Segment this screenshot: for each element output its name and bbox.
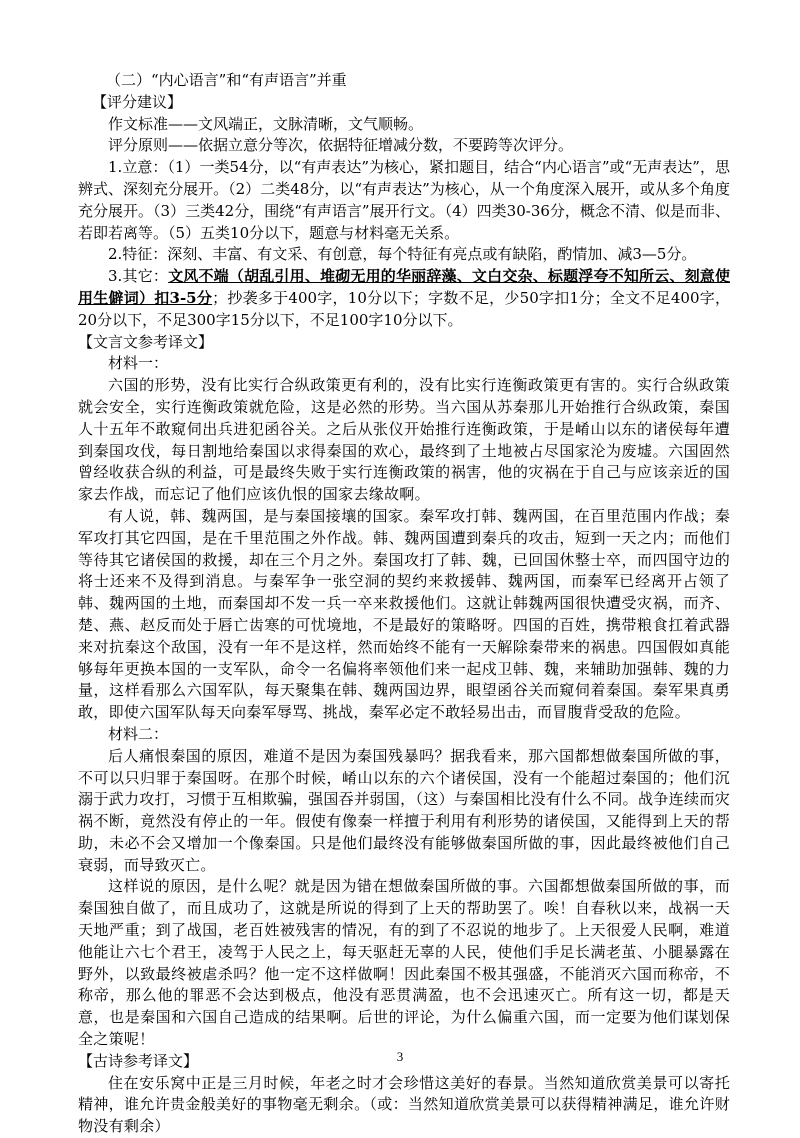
- poem-title: 【古诗参考译文】: [78, 1051, 199, 1070]
- material-1-paragraph-2: 有人说，韩、魏两国，是与秦国接壤的国家。秦军攻打韩、魏两国，在百里范围内作战；秦军攻打其它四国，是在千里范围之外作战。韩、魏两国遭到秦兵的攻击，短到一天之内；而他们等待其它诸侯国的救援，却在三个月之外。秦国攻打了韩、魏，已回国休整士卒，而四国守边的将士还来不及得到消息。与秦军争一张空洞的契约来救援韩、魏两国，而秦军已经离开占领了韩、魏两国的土地，而秦国却不发一兵一卒来救援他们。这就让韩魏两国很快遭受灾祸，而齐、楚、燕、赵反而处于唇亡齿寒的可忧境地，不是最好的策略呀。四国的百姓，携带粮食扛着武器来对抗秦这个敌国，没有一年不是这样，然而始终不能有一天解除秦带来的祸患。四国假如真能够每年更换本国的一支军队，命令一名偏将率领他们来一起戍卫韩、魏，来辅助加强韩、魏的力量，这样看那么六国军队，每天聚集在韩、魏两国边界，眼望函谷关而窥伺着秦国。秦军果真勇敢，即使六国军队每天向秦军辱骂、挑战，秦军必定不敢轻易出击，而冒腹背受敌的危险。: [78, 506, 730, 722]
- scoring-item-3: [78, 266, 730, 331]
- scoring-item-2: 2.特征：深刻、丰富、有文采、有创意，每个特征有亮点或有缺陷，酌情加、减3—5分。: [108, 245, 697, 264]
- scoring-item-3-rest: ；抄袭多于400字，10分以下；字数不足，少50字扣1分；全文不足400字，20分以下，不足300字15分以下，不足100字10分以下。: [78, 288, 730, 329]
- material-2-paragraph-1: 后人痛恨秦国的原因，难道不是因为秦国残暴吗？据我看来，那六国都想做秦国所做的事，不可以只归罪于秦国呀。在那个时候，崤山以东的六个诸侯国，没有一个能超过秦国的；他们沉溺于武力攻打，习惯于互相欺骗，强国吞并弱国，（这）与秦国相比没有什么不同。战争连续而灾祸不断，竟然没有停止的一年。假使有像秦一样擅于利用有利形势的诸侯国，又能得到上天的帮助，未必不会又增加一个像秦国。只是他们最终没有能够做秦国所做的事，因此最终被他们自己衰弱，而导致灭亡。: [78, 746, 730, 874]
- scoring-item-3-emphasis: 文风不端（胡乱引用、堆砌无用的华丽辞藻、文白交杂、标题浮夸不知所云、刻意使用生僻词）扣3-5分: [78, 267, 731, 307]
- material-1-paragraph-1: 六国的形势，没有比实行合纵政策更有利的，没有比实行连衡政策更有害的。实行合纵政策就会安全，实行连衡政策就危险，这是必然的形势。当六国从苏秦那儿开始推行合纵政策，秦国人十五年不敢窥伺出兵进犯函谷关。之后从张仪开始推行连衡政策，于是崤山以东的诸侯每年遭到秦国攻伐，每日割地给秦国以求得秦国的欢心，最终到了土地被占尽国家沦为废墟。六国固然曾经收获合纵的利益，可是最终失败于实行连衡政策的祸害，他的灾祸在于自己与应该亲近的国家去作战，而忘记了他们应该仇恨的国家去缘故啊。: [78, 376, 730, 504]
- scoring-item-3-prefix: 3.其它：: [108, 267, 169, 286]
- scoring-standard: 作文标准——文风端正，文脉清晰，文气顺畅。: [108, 114, 424, 133]
- classical-title: 【文言文参考译文】: [78, 332, 214, 351]
- page-number: 3: [396, 1049, 404, 1064]
- poem-paragraph: 住在安乐窝中正是三月时候，年老之时才会珍惜这美好的春景。当然知道欣赏美景可以寄托精神，谁允许贵金般美好的事物毫无剩余。（或：当然知道欣赏美景可以获得精神满足，谁允许财物没有剩余）: [78, 1073, 730, 1136]
- material-2-paragraph-2: 这样说的原因，是什么呢？就是因为错在想做秦国所做的事。六国都想做秦国所做的事，而秦国独自做了，而且成功了，这就是所说的得到了上天的帮助罢了。唉！自春秋以来，战祸一天天地严重；到了战国，老百姓被残害的情况，有的到了不忍说的地步了。上天很爱人民啊，难道他能让六七个君王，凌驾于人民之上，每天驱赶无辜的人民，使他们手足长满老茧、小腿暴露在野外，以致最终被虐杀吗？他一定不这样做啊！因此秦国不极其强盛，不能消灭六国而称帝，不称帝，那么他的罪恶不会达到极点，他没有恶贯满盈，也不会迅速灭亡。所有这一切，都是天意，也是秦国和六国自己造成的结果啊。后世的评论，为什么偏重六国，而一定要为他们谋划保全之策呢！: [78, 877, 730, 1049]
- material-2-label: 材料二：: [108, 724, 169, 743]
- scoring-principle: 评分原则——依据立意分等次，依据特征增减分数，不要跨等次评分。: [108, 136, 574, 155]
- scoring-title: 【评分建议】: [92, 92, 183, 111]
- subheading-inner-voice: （二）“内心语言”和“有声语言”并重: [106, 71, 347, 89]
- material-1-label: 材料一：: [108, 354, 169, 373]
- scoring-item-1: 1.立意：（1）一类54分，以“有声表达”为核心，紧扣题目，结合“内心语言”或“无声表达”，思辨式、深刻充分展开。（2）二类48分，以“有声表达”为核心，从一个角度深入展开，或从多个角度充分展开。（3）三类42分，围绕“有声语言”展开行文。（4）四类30-36分，概念不清、似是而非、若即若离等。（5）五类10分以下，题意与材料毫无关系。: [78, 158, 730, 242]
